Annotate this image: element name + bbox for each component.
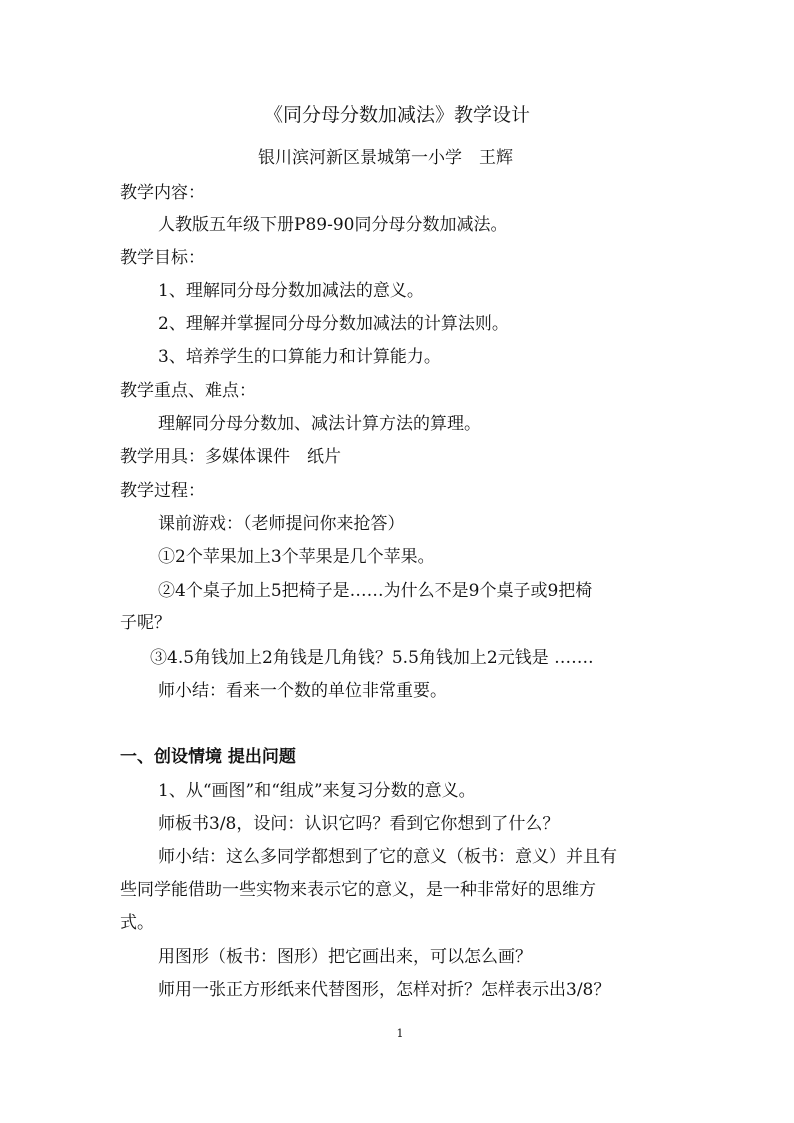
section-heading-goals: 教学目标： <box>120 248 205 268</box>
part-1-summary-line-1: 师小结：这么多同学都想到了它的意义（板书：意义）并且有 <box>158 847 617 867</box>
warmup-intro: 课前游戏：（老师提问你来抢答） <box>158 514 405 534</box>
section-heading-content: 教学内容： <box>120 183 205 203</box>
part-1-paper-question: 师用一张正方形纸来代替图形，怎样对折？怎样表示出3/8？ <box>158 980 611 1000</box>
part-1-board-note: 师板书3/8，设问：认识它吗？看到它你想到了什么？ <box>158 814 560 834</box>
goal-item-3: 3、培养学生的口算能力和计算能力。 <box>158 347 441 367</box>
part-1-draw-question: 用图形（板书：图形）把它画出来，可以怎么画？ <box>158 947 532 967</box>
warmup-item-2: ②4个桌子加上5把椅子是……为什么不是9个桌子或9把椅 <box>158 581 593 601</box>
warmup-item-2-continued: 子呢？ <box>120 613 171 633</box>
warmup-item-3: ③4.5角钱加上2角钱是几角钱？5.5角钱加上2元钱是 ……. <box>150 648 594 668</box>
part-1-summary-line-3: 式。 <box>120 913 154 933</box>
part-1-heading: 一、创设情境 提出问题 <box>120 747 296 767</box>
author-line: 银川滨河新区景城第一小学 王辉 <box>258 148 513 168</box>
part-1-summary-line-2: 些同学能借助一些实物来表示它的意义，是一种非常好的思维方 <box>120 880 596 900</box>
page-number: 1 <box>396 1027 404 1040</box>
part-1-item-1: 1、从“画图”和“组成”来复习分数的意义。 <box>158 781 476 801</box>
warmup-summary: 师小结：看来一个数的单位非常重要。 <box>158 681 447 701</box>
section-heading-process: 教学过程： <box>120 481 205 501</box>
content-text: 人教版五年级下册P89-90同分母分数加减法。 <box>158 215 508 235</box>
tools-line: 教学用具：多媒体课件 纸片 <box>120 447 341 467</box>
document-title: 《同分母分数加减法》教学设计 <box>263 104 530 126</box>
goal-item-1: 1、理解同分母分数加减法的意义。 <box>158 281 424 301</box>
section-heading-key-points: 教学重点、难点： <box>120 381 256 401</box>
key-points-text: 理解同分母分数加、减法计算方法的算理。 <box>158 414 481 434</box>
goal-item-2: 2、理解并掌握同分母分数加减法的计算法则。 <box>158 314 509 334</box>
warmup-item-1: ①2个苹果加上3个苹果是几个苹果。 <box>158 547 435 567</box>
